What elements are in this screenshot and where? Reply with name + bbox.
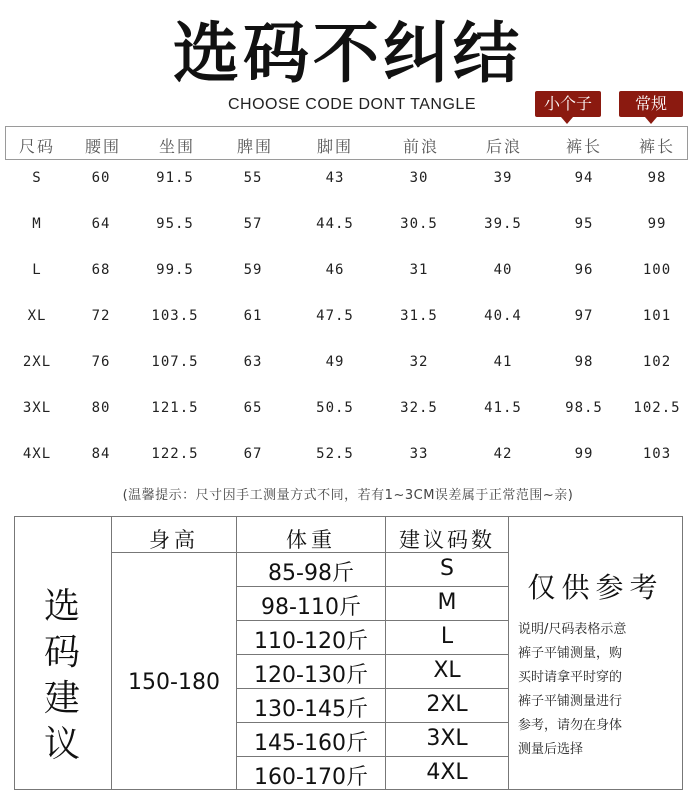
table-cell: 41.5 — [484, 400, 522, 416]
header-hip: 坐围 — [158, 137, 195, 156]
table-cell: 59 — [243, 262, 263, 278]
table-cell: 107.5 — [151, 354, 199, 370]
guide-weight: 145-160斤 — [254, 731, 368, 756]
table-cell: 50.5 — [316, 400, 354, 416]
table-cell: 67 — [243, 446, 263, 462]
table-cell: 42 — [493, 446, 513, 462]
guide-size: M — [437, 590, 457, 615]
table-cell: 102 — [642, 354, 672, 370]
table-cell: 63 — [243, 354, 263, 370]
table-cell: 68 — [91, 262, 111, 278]
table-cell: 39.5 — [484, 216, 522, 232]
guide-size: 3XL — [426, 726, 468, 751]
table-cell: 95 — [574, 216, 594, 232]
table-cell: 39 — [493, 170, 513, 186]
tag-small-fit: 小个子 — [535, 91, 601, 117]
table-cell: 61 — [243, 308, 263, 324]
table-cell: 57 — [243, 216, 263, 232]
header-waist: 腰围 — [84, 137, 121, 156]
header-length-small: 裤长 — [565, 137, 602, 156]
guide-weight: 98-110斤 — [261, 595, 361, 620]
guide-weight: 110-120斤 — [254, 629, 368, 654]
guide-divider — [508, 516, 509, 790]
table-cell: 52.5 — [316, 446, 354, 462]
table-cell: 30 — [409, 170, 429, 186]
table-cell: 99 — [647, 216, 667, 232]
guide-header-height: 身高 — [149, 528, 199, 552]
table-cell: 46 — [325, 262, 345, 278]
table-cell: 103 — [642, 446, 672, 462]
table-cell: 100 — [642, 262, 672, 278]
guide-size: XL — [433, 658, 461, 683]
table-cell: 33 — [409, 446, 429, 462]
table-cell: 96 — [574, 262, 594, 278]
table-cell: 49 — [325, 354, 345, 370]
guide-header-weight: 体重 — [286, 528, 336, 552]
guide-height-value: 150-180 — [128, 670, 220, 695]
header-size: 尺码 — [18, 137, 55, 156]
table-cell: 65 — [243, 400, 263, 416]
header-leg-opening: 脚围 — [316, 137, 353, 156]
reference-text-line: 裤子平铺测量，购 — [518, 646, 623, 661]
table-cell: 40 — [493, 262, 513, 278]
guide-size: L — [440, 624, 454, 649]
table-cell: 80 — [91, 400, 111, 416]
measurement-note: (温馨提示：尺寸因手工测量方式不同，若有1~3CM误差属于正常范围~亲) — [122, 488, 574, 503]
table-cell: 60 — [91, 170, 111, 186]
table-cell: 47.5 — [316, 308, 354, 324]
table-cell: 3XL — [22, 400, 52, 416]
guide-header-size: 建议码数 — [399, 528, 495, 552]
table-cell: 41 — [493, 354, 513, 370]
header-thigh: 脾围 — [236, 137, 273, 156]
reference-text-line: 参考，请勿在身体 — [518, 718, 623, 733]
table-cell: 76 — [91, 354, 111, 370]
table-cell: 44.5 — [316, 216, 354, 232]
table-cell: XL — [27, 308, 47, 324]
table-cell: 121.5 — [151, 400, 199, 416]
table-cell: 43 — [325, 170, 345, 186]
header-length-regular: 裤长 — [638, 137, 675, 156]
table-cell: L — [32, 262, 42, 278]
guide-size: 4XL — [426, 760, 468, 785]
guide-weight: 130-145斤 — [254, 697, 368, 722]
guide-side-label: 选 — [43, 586, 80, 627]
table-cell: 4XL — [22, 446, 52, 462]
guide-weight: 85-98斤 — [268, 561, 354, 586]
tag-small-fit-pointer — [561, 117, 573, 124]
table-cell: M — [32, 216, 42, 232]
table-cell: S — [32, 170, 42, 186]
page-subtitle: CHOOSE CODE DONT TANGLE — [228, 96, 476, 113]
guide-weight: 160-170斤 — [254, 765, 368, 790]
table-cell: 122.5 — [151, 446, 199, 462]
table-cell: 2XL — [22, 354, 52, 370]
reference-text-line: 说明/尺码表格示意 — [518, 622, 627, 637]
guide-size: S — [440, 556, 454, 581]
table-cell: 102.5 — [633, 400, 681, 416]
table-cell: 32 — [409, 354, 429, 370]
table-cell: 99.5 — [156, 262, 194, 278]
table-cell: 98 — [647, 170, 667, 186]
table-cell: 94 — [574, 170, 594, 186]
table-cell: 72 — [91, 308, 111, 324]
table-cell: 91.5 — [156, 170, 194, 186]
page-title: 选码不纠结 — [173, 15, 523, 92]
reference-text-line: 裤子平铺测量进行 — [518, 694, 623, 709]
table-cell: 30.5 — [400, 216, 438, 232]
reference-text-line: 买时请拿平时穿的 — [518, 670, 623, 685]
reference-title: 仅供参考 — [527, 571, 664, 604]
tag-regular-fit: 常规 — [619, 91, 683, 117]
guide-side-label: 码 — [43, 632, 80, 673]
header-front-rise: 前浪 — [402, 137, 439, 156]
table-cell: 55 — [243, 170, 263, 186]
guide-size: 2XL — [426, 692, 468, 717]
table-cell: 32.5 — [400, 400, 438, 416]
guide-side-label: 建 — [43, 678, 80, 719]
table-cell: 40.4 — [484, 308, 522, 324]
reference-text-line: 测量后选择 — [518, 742, 584, 757]
tag-regular-fit-pointer — [645, 117, 657, 124]
table-cell: 95.5 — [156, 216, 194, 232]
table-cell: 101 — [642, 308, 672, 324]
guide-weight: 120-130斤 — [254, 663, 368, 688]
guide-divider — [111, 516, 112, 790]
table-cell: 31 — [409, 262, 429, 278]
header-back-rise: 后浪 — [485, 137, 522, 156]
table-cell: 31.5 — [400, 308, 438, 324]
table-cell: 103.5 — [151, 308, 199, 324]
table-cell: 98.5 — [565, 400, 603, 416]
table-cell: 64 — [91, 216, 111, 232]
table-cell: 84 — [91, 446, 111, 462]
table-cell: 98 — [574, 354, 594, 370]
table-cell: 97 — [574, 308, 594, 324]
guide-side-label: 议 — [43, 724, 80, 765]
table-cell: 99 — [574, 446, 594, 462]
